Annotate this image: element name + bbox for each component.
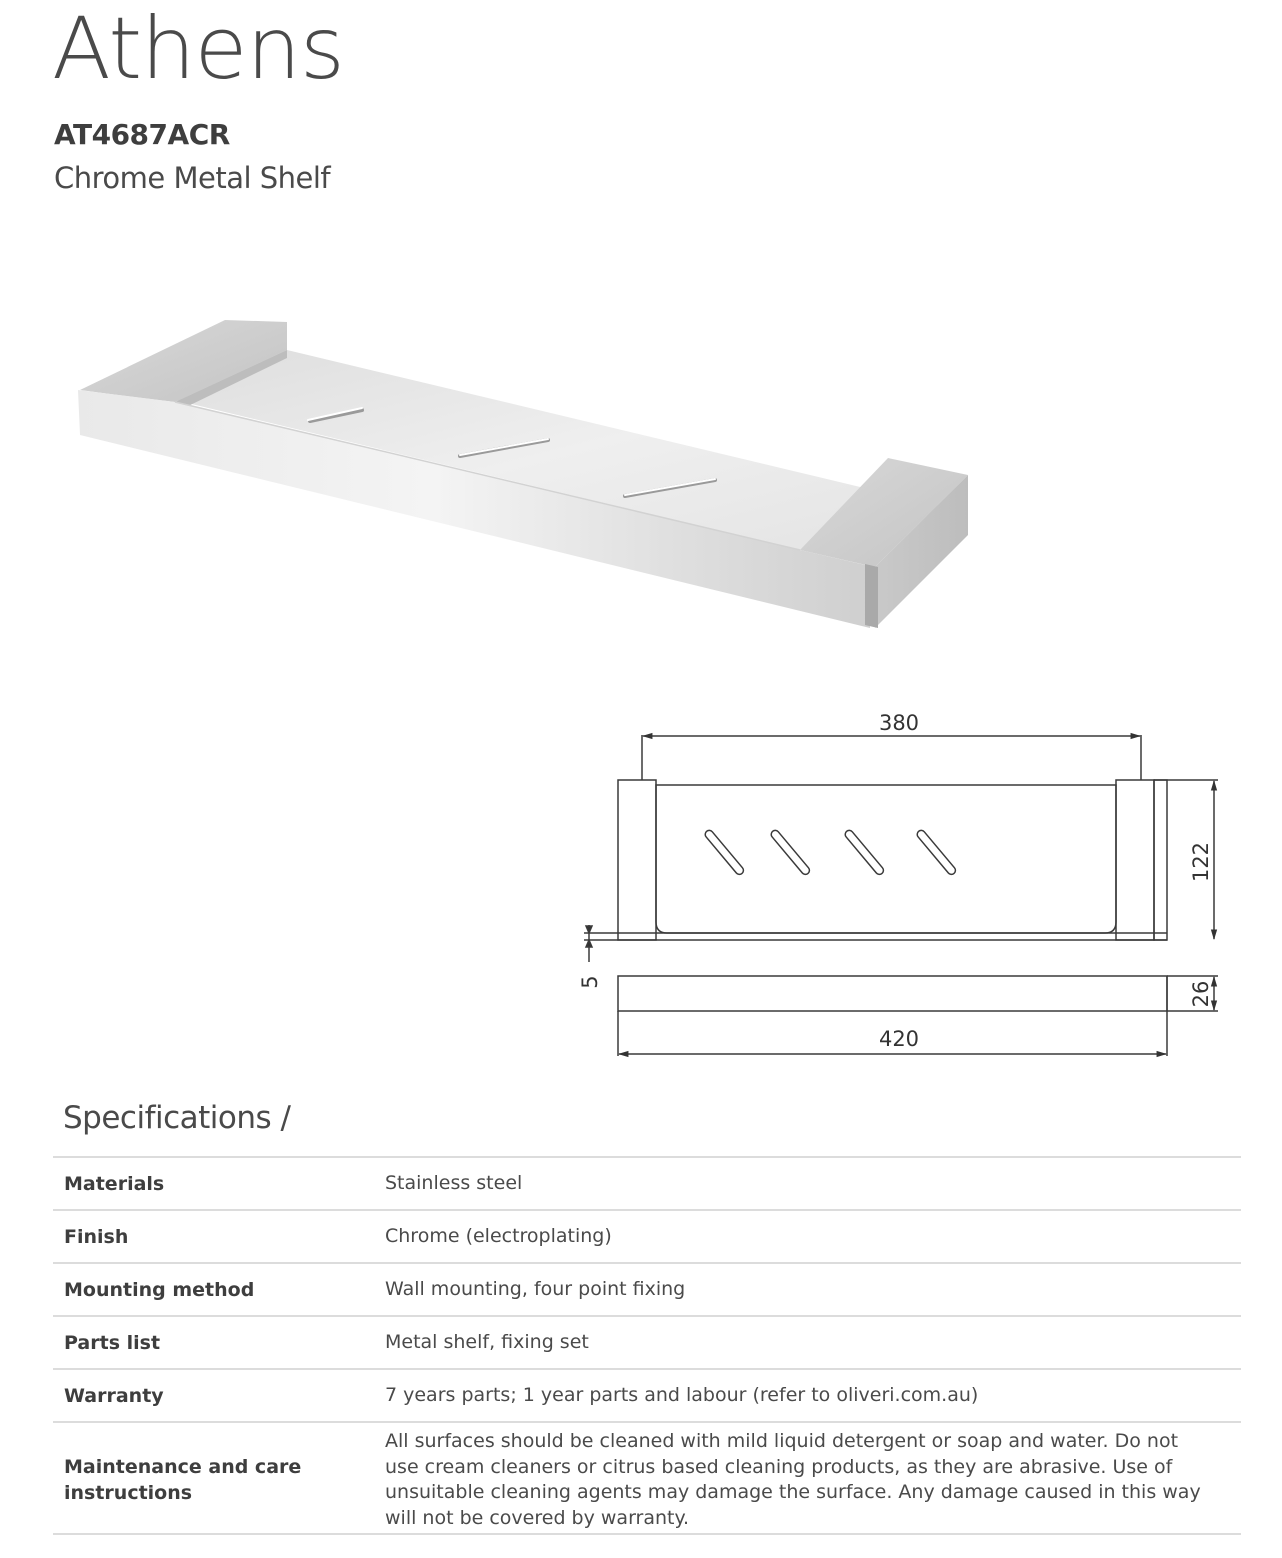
spec-label: Materials bbox=[64, 1173, 165, 1195]
spec-row-warranty bbox=[53, 1368, 1241, 1421]
spec-value: 7 years parts; 1 year parts and labour (refer to oliveri.com.au) bbox=[385, 1384, 979, 1406]
right-end-cap-front bbox=[865, 564, 878, 628]
spec-row-finish bbox=[53, 1209, 1241, 1262]
product-name: Chrome Metal Shelf bbox=[54, 161, 331, 195]
side-view-outline bbox=[618, 976, 1167, 1011]
left-bracket-outline bbox=[618, 780, 656, 940]
specifications-heading: Specifications / bbox=[63, 1100, 291, 1136]
spec-label: Warranty bbox=[64, 1385, 164, 1407]
dim-5-arrow-bottom bbox=[586, 940, 592, 947]
dim-380-label: 380 bbox=[878, 711, 920, 735]
dim-122-label: 122 bbox=[1189, 841, 1213, 883]
spec-label: Finish bbox=[64, 1226, 129, 1248]
right-bracket-outline bbox=[1116, 780, 1154, 940]
spec-row-maintenance bbox=[53, 1421, 1241, 1535]
drawing-slots bbox=[704, 829, 957, 876]
spec-value: Chrome (electroplating) bbox=[385, 1225, 612, 1247]
spec-row-mounting-method bbox=[53, 1262, 1241, 1315]
spec-row-materials bbox=[53, 1156, 1241, 1209]
spec-label: Maintenance and care instructions bbox=[64, 1456, 302, 1504]
right-bracket-depth bbox=[1154, 780, 1167, 940]
product-photo bbox=[70, 310, 980, 640]
technical-drawing bbox=[570, 700, 1250, 1080]
dim-5-label: 5 bbox=[578, 975, 602, 989]
specifications-table bbox=[53, 1156, 1241, 1535]
spec-value: Metal shelf, fixing set bbox=[385, 1331, 589, 1353]
brand-title: Athens bbox=[52, 0, 344, 99]
dim-26-label: 26 bbox=[1189, 980, 1213, 1008]
product-code: AT4687ACR bbox=[54, 118, 230, 151]
spec-value: All surfaces should be cleaned with mild liquid detergent or soap and water. Do not use cream cleaners or citrus based cleaning products, as they are abrasive. Use of unsuitable cleaning agents may damage the surface. Any damage caused in this way will not be covered by warranty. bbox=[385, 1430, 1201, 1529]
spec-value: Wall mounting, four point fixing bbox=[385, 1278, 686, 1300]
spec-row-parts-list bbox=[53, 1315, 1241, 1368]
spec-value: Stainless steel bbox=[385, 1172, 523, 1194]
spec-label: Mounting method bbox=[64, 1279, 255, 1301]
dim-5-arrow-top bbox=[586, 926, 592, 933]
spec-label: Parts list bbox=[64, 1332, 161, 1354]
dim-420-label: 420 bbox=[878, 1027, 920, 1051]
